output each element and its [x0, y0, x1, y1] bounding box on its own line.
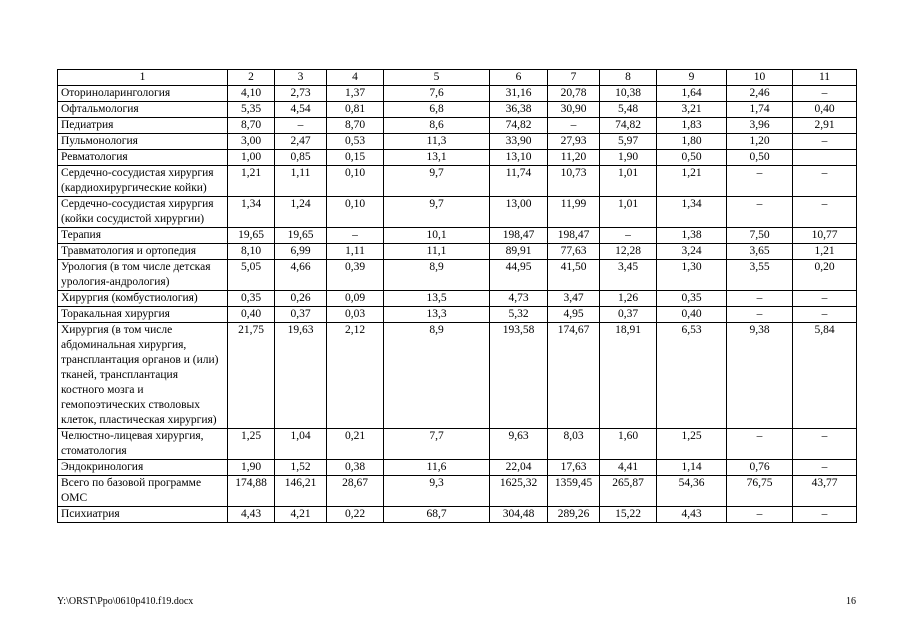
table-cell: 0,50	[727, 150, 793, 166]
table-cell: 54,36	[657, 476, 727, 507]
table-cell: 4,54	[275, 102, 327, 118]
table-cell: 0,40	[657, 307, 727, 323]
table-cell: 10,77	[793, 228, 857, 244]
table-cell: 5,97	[600, 134, 657, 150]
table-row	[58, 197, 857, 228]
table-cell: 4,21	[275, 507, 327, 523]
table-cell: 44,95	[490, 260, 548, 291]
column-header: 6	[490, 70, 548, 86]
table-row	[58, 134, 857, 150]
table-cell: 1,25	[228, 429, 275, 460]
table-cell: 1359,45	[548, 476, 600, 507]
table-cell: –	[793, 460, 857, 476]
row-label: Оториноларингология	[58, 86, 228, 102]
row-label: Пульмонология	[58, 134, 228, 150]
table-cell: 1,24	[275, 197, 327, 228]
table-cell: 13,1	[384, 150, 490, 166]
table-cell: 1,34	[228, 197, 275, 228]
table-cell: 0,21	[327, 429, 384, 460]
table-cell: 4,41	[600, 460, 657, 476]
table-cell: –	[793, 134, 857, 150]
data-table	[57, 69, 857, 523]
table-cell: 0,20	[793, 260, 857, 291]
row-label: Психиатрия	[58, 507, 228, 523]
table-cell: 11,99	[548, 197, 600, 228]
table-cell: 3,55	[727, 260, 793, 291]
table-cell: 193,58	[490, 323, 548, 429]
table-cell: –	[327, 228, 384, 244]
table-cell: 5,48	[600, 102, 657, 118]
table-cell: 19,65	[275, 228, 327, 244]
table-cell: 0,22	[327, 507, 384, 523]
table-cell: 8,9	[384, 323, 490, 429]
table-cell: 4,66	[275, 260, 327, 291]
table-row	[58, 244, 857, 260]
table-cell: –	[727, 291, 793, 307]
table-cell: 0,85	[275, 150, 327, 166]
table-cell: 18,91	[600, 323, 657, 429]
table-cell: 17,63	[548, 460, 600, 476]
table-cell: 11,74	[490, 166, 548, 197]
table-cell: 0,76	[727, 460, 793, 476]
table-cell: 74,82	[600, 118, 657, 134]
table-cell: 10,73	[548, 166, 600, 197]
row-label: Ревматология	[58, 150, 228, 166]
table-row	[58, 507, 857, 523]
table-cell: 5,05	[228, 260, 275, 291]
table-row	[58, 323, 857, 429]
table-cell: 13,5	[384, 291, 490, 307]
table-cell: –	[275, 118, 327, 134]
table-cell: 3,00	[228, 134, 275, 150]
table-cell: 1,11	[275, 166, 327, 197]
row-label: Хирургия (комбустиология)	[58, 291, 228, 307]
row-label: Педиатрия	[58, 118, 228, 134]
table-cell: 20,78	[548, 86, 600, 102]
table-header-row	[58, 70, 857, 86]
table-cell: 0,10	[327, 166, 384, 197]
table-cell: 0,37	[275, 307, 327, 323]
table-cell: –	[793, 507, 857, 523]
table-row	[58, 460, 857, 476]
footer-file-path: Y:\ORST\Ppo\0610p410.f19.docx	[57, 596, 194, 607]
table-cell: 7,6	[384, 86, 490, 102]
table-cell: 198,47	[548, 228, 600, 244]
footer-page-number: 16	[846, 596, 856, 607]
table-cell: 1,60	[600, 429, 657, 460]
table-cell: 2,91	[793, 118, 857, 134]
table-cell: 7,50	[727, 228, 793, 244]
table-cell: 19,63	[275, 323, 327, 429]
row-label: Челюстно-лицевая хирургия, стоматология	[58, 429, 228, 460]
table-row	[58, 118, 857, 134]
column-header: 2	[228, 70, 275, 86]
table-cell: 1,21	[228, 166, 275, 197]
table-cell: –	[793, 166, 857, 197]
table-cell: 0,10	[327, 197, 384, 228]
table-cell: –	[727, 197, 793, 228]
table-cell: 10,38	[600, 86, 657, 102]
table-cell: 6,99	[275, 244, 327, 260]
table-cell: –	[727, 307, 793, 323]
column-header: 11	[793, 70, 857, 86]
table-cell: 289,26	[548, 507, 600, 523]
table-cell: 9,3	[384, 476, 490, 507]
table-cell: 1,37	[327, 86, 384, 102]
row-label: Сердечно-сосудистая хирургия (кардиохирургические койки)	[58, 166, 228, 197]
table-cell: 198,47	[490, 228, 548, 244]
column-header: 10	[727, 70, 793, 86]
table-cell: 0,50	[657, 150, 727, 166]
table-cell: 7,7	[384, 429, 490, 460]
row-label: Урология (в том числе детская урология-андрология)	[58, 260, 228, 291]
table-row	[58, 150, 857, 166]
table-cell: 31,16	[490, 86, 548, 102]
table-cell: –	[793, 307, 857, 323]
table-cell: 9,38	[727, 323, 793, 429]
column-header: 5	[384, 70, 490, 86]
table-cell: 77,63	[548, 244, 600, 260]
column-header: 9	[657, 70, 727, 86]
table-cell: 76,75	[727, 476, 793, 507]
table-cell: 1,25	[657, 429, 727, 460]
table-cell: 1,52	[275, 460, 327, 476]
table-cell: –	[793, 86, 857, 102]
table-cell: 1,83	[657, 118, 727, 134]
table-cell: 10,1	[384, 228, 490, 244]
column-header: 4	[327, 70, 384, 86]
row-label: Хирургия (в том числе абдоминальная хирургия, трансплантация органов и (или) тканей, трансплантация костного мозга и гемопоэтических стволовых клеток, пластическая хирургия)	[58, 323, 228, 429]
table-cell: 19,65	[228, 228, 275, 244]
table-cell: 146,21	[275, 476, 327, 507]
table-cell: 21,75	[228, 323, 275, 429]
table-cell: 174,88	[228, 476, 275, 507]
row-label: Сердечно-сосудистая хирургия (койки сосудистой хирургии)	[58, 197, 228, 228]
table-cell: 22,04	[490, 460, 548, 476]
table-cell: 0,38	[327, 460, 384, 476]
table-cell: 5,35	[228, 102, 275, 118]
table-cell: 1,14	[657, 460, 727, 476]
table-cell: 11,1	[384, 244, 490, 260]
table-cell: 27,93	[548, 134, 600, 150]
table-cell: 28,67	[327, 476, 384, 507]
table-cell: –	[793, 291, 857, 307]
table-cell: 1,00	[228, 150, 275, 166]
table-cell: –	[793, 429, 857, 460]
table-cell: 1625,32	[490, 476, 548, 507]
table-cell: 41,50	[548, 260, 600, 291]
table-cell: 43,77	[793, 476, 857, 507]
table-cell: 2,46	[727, 86, 793, 102]
table-cell: 1,01	[600, 166, 657, 197]
table-cell: 1,64	[657, 86, 727, 102]
table-cell: –	[793, 197, 857, 228]
column-header: 8	[600, 70, 657, 86]
table-cell: 33,90	[490, 134, 548, 150]
table-cell: 4,43	[228, 507, 275, 523]
table-cell: 8,10	[228, 244, 275, 260]
table-cell: 8,70	[228, 118, 275, 134]
table-cell: 2,12	[327, 323, 384, 429]
table-cell: 0,35	[657, 291, 727, 307]
table-cell: 1,90	[600, 150, 657, 166]
table-cell: 3,65	[727, 244, 793, 260]
table-cell: 11,6	[384, 460, 490, 476]
table-cell: 0,53	[327, 134, 384, 150]
table-cell: 6,53	[657, 323, 727, 429]
row-label: Терапия	[58, 228, 228, 244]
table-cell: –	[600, 228, 657, 244]
row-label: Торакальная хирургия	[58, 307, 228, 323]
table-cell: 8,9	[384, 260, 490, 291]
table-cell: –	[727, 166, 793, 197]
table-row	[58, 307, 857, 323]
table-cell: 0,26	[275, 291, 327, 307]
table-cell: 13,3	[384, 307, 490, 323]
table-cell: 6,8	[384, 102, 490, 118]
table-cell: 0,15	[327, 150, 384, 166]
column-header: 1	[58, 70, 228, 86]
row-label: Офтальмология	[58, 102, 228, 118]
table-cell: 13,10	[490, 150, 548, 166]
table-cell: 3,21	[657, 102, 727, 118]
table-cell: 4,95	[548, 307, 600, 323]
table-cell: 1,04	[275, 429, 327, 460]
table-cell: 1,30	[657, 260, 727, 291]
table-cell: 89,91	[490, 244, 548, 260]
table-cell: 8,6	[384, 118, 490, 134]
row-label: Травматология и ортопедия	[58, 244, 228, 260]
table-cell: 15,22	[600, 507, 657, 523]
table-cell: 1,38	[657, 228, 727, 244]
table-cell: 4,43	[657, 507, 727, 523]
row-label: Эндокринология	[58, 460, 228, 476]
table-cell: 0,09	[327, 291, 384, 307]
table-cell: 1,80	[657, 134, 727, 150]
table-cell: 0,39	[327, 260, 384, 291]
table-cell: 0,40	[793, 102, 857, 118]
table-cell: 8,03	[548, 429, 600, 460]
table-cell: 1,90	[228, 460, 275, 476]
table-cell: 0,03	[327, 307, 384, 323]
table-cell: 4,73	[490, 291, 548, 307]
table-cell: 3,45	[600, 260, 657, 291]
table-cell: 265,87	[600, 476, 657, 507]
table-cell: 11,20	[548, 150, 600, 166]
table-row	[58, 228, 857, 244]
table-cell: 4,10	[228, 86, 275, 102]
table-row	[58, 260, 857, 291]
table-cell: 13,00	[490, 197, 548, 228]
column-header: 3	[275, 70, 327, 86]
table-cell: 0,35	[228, 291, 275, 307]
table-cell: 0,40	[228, 307, 275, 323]
table-cell: –	[727, 507, 793, 523]
table-row	[58, 291, 857, 307]
table-row	[58, 166, 857, 197]
row-label: Всего по базовой программе ОМС	[58, 476, 228, 507]
table-row	[58, 86, 857, 102]
table-cell: 30,90	[548, 102, 600, 118]
table-cell: 2,73	[275, 86, 327, 102]
table-cell: 1,21	[657, 166, 727, 197]
table-cell: 8,70	[327, 118, 384, 134]
table-cell: 9,63	[490, 429, 548, 460]
table-cell: 0,81	[327, 102, 384, 118]
table-cell: 3,24	[657, 244, 727, 260]
table-cell: 1,26	[600, 291, 657, 307]
table-cell: 2,47	[275, 134, 327, 150]
table-cell: 0,37	[600, 307, 657, 323]
table-cell: 5,84	[793, 323, 857, 429]
table-cell: –	[548, 118, 600, 134]
table-cell: 1,21	[793, 244, 857, 260]
table-cell: 3,96	[727, 118, 793, 134]
table-cell: 9,7	[384, 166, 490, 197]
table-cell: 1,74	[727, 102, 793, 118]
table-cell: 11,3	[384, 134, 490, 150]
table-cell: 3,47	[548, 291, 600, 307]
table-cell: 1,20	[727, 134, 793, 150]
table-cell: 12,28	[600, 244, 657, 260]
table-cell: 1,01	[600, 197, 657, 228]
table-cell: 1,11	[327, 244, 384, 260]
table-cell: 1,34	[657, 197, 727, 228]
table-cell: 304,48	[490, 507, 548, 523]
table-cell: –	[727, 429, 793, 460]
table-cell: 9,7	[384, 197, 490, 228]
column-header: 7	[548, 70, 600, 86]
table-row	[58, 102, 857, 118]
table-cell: 174,67	[548, 323, 600, 429]
table-cell: 36,38	[490, 102, 548, 118]
table-cell: 74,82	[490, 118, 548, 134]
table-row	[58, 429, 857, 460]
table-cell: 5,32	[490, 307, 548, 323]
table-row	[58, 476, 857, 507]
table-cell	[793, 150, 857, 166]
table-cell: 68,7	[384, 507, 490, 523]
